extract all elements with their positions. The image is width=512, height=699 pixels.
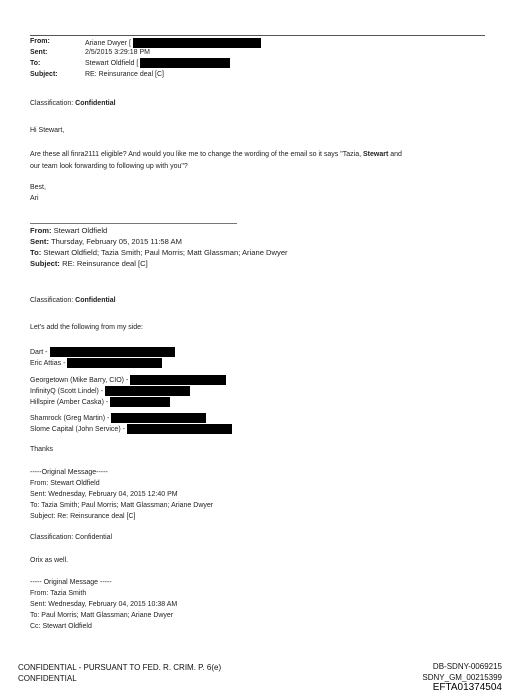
signature: Ari (30, 195, 39, 202)
list-item-label: Dart - (30, 348, 48, 356)
thanks: Thanks (30, 446, 53, 453)
body-line-1 (30, 151, 402, 158)
list-intro: Let's add the following from my side: (30, 324, 144, 331)
reply-from-label: From: (30, 226, 52, 235)
list-item-label: Shamrock (Greg Martin) - (30, 414, 110, 422)
body-text-bold: Stewart (362, 151, 389, 158)
classification-line (30, 100, 116, 107)
from-value (85, 38, 261, 48)
to-value (85, 58, 230, 68)
orig-subject: Subject: Re: Reinsurance deal [C] (30, 513, 136, 520)
classification-value: Confidential (75, 100, 116, 107)
redaction-bar (111, 413, 206, 423)
closing: Best, (30, 184, 46, 191)
reply-sent-value: Thursday, February 05, 2015 11:58 AM (48, 237, 182, 246)
orig-to: To: Paul Morris; Matt Glassman; Ariane Dwyer (30, 612, 174, 619)
sent-label: Sent: (30, 49, 48, 56)
reply-subject-value: RE: Reinsurance deal [C] (59, 259, 148, 268)
body-text: Are these all finra2111 eligible? And would you like me to change the wording of the email so it says "Tazia, (30, 151, 363, 158)
list-item-label: Eric Attias - (30, 359, 66, 367)
list-item (30, 375, 226, 385)
reply-subject (30, 259, 148, 268)
classification-line (30, 297, 116, 304)
reply-from-value: Stewart Oldfield (51, 226, 108, 235)
subject-label: Subject: (30, 71, 58, 78)
orig-cc: Cc: Stewart Oldfield (30, 623, 92, 630)
list-item (30, 413, 206, 423)
reply-subject-label: Subject: (30, 259, 60, 268)
header-top-rule (30, 35, 485, 36)
reply-to-label: To: (30, 248, 42, 257)
sent-value: 2/5/2015 3:29:18 PM (85, 49, 150, 56)
classification-value: Confidential (75, 297, 116, 304)
list-item (30, 424, 232, 434)
list-item (30, 347, 175, 357)
list-item-label: InfinityQ (Scott Lindel) - (30, 387, 104, 395)
redaction-bar (105, 386, 190, 396)
orig-sent: Sent: Wednesday, February 04, 2015 12:40 PM (30, 491, 178, 498)
list-item (30, 386, 190, 396)
footer-confidential: CONFIDENTIAL (18, 674, 77, 683)
footer-efta-number: EFTA01374504 (432, 682, 502, 693)
list-item-label: Hillspire (Amber Caska) - (30, 398, 109, 406)
orig-body: Orix as well. (30, 557, 69, 564)
body-line-2: our team look forwarding to following up with you"? (30, 163, 188, 170)
classification-label: Classification: (30, 297, 74, 304)
redaction-bar (110, 397, 170, 407)
orig-from: From: Tazia Smith (30, 590, 87, 597)
footer-confidential-notice: CONFIDENTIAL - PURSUANT TO FED. R. CRIM. P. 6(e) (18, 663, 222, 672)
reply-to-value: Stewart Oldfield; Tazia Smith; Paul Morris; Matt Glassman; Ariane Dwyer (41, 248, 288, 257)
reply-to (30, 248, 288, 257)
footer-bates-2: SDNY_GM_00215399 (422, 673, 502, 682)
orig-to: To: Tazia Smith; Paul Morris; Matt Glassman; Ariane Dwyer (30, 502, 214, 509)
subject-value: RE: Reinsurance deal [C] (85, 71, 164, 78)
reply-from (30, 226, 107, 235)
classification-label: Classification: (30, 100, 74, 107)
greeting: Hi Stewart, (30, 127, 65, 134)
list-item (30, 358, 162, 368)
redaction-bar (50, 347, 175, 357)
orig-from: From: Stewart Oldfield (30, 480, 100, 487)
body-text: and (388, 151, 402, 158)
redaction-bar (133, 38, 261, 48)
reply-sent-label: Sent: (30, 237, 49, 246)
footer-bates-1: DB-SDNY-0069215 (432, 662, 502, 671)
original-message-marker: ----- Original Message ----- (30, 579, 112, 586)
list-item (30, 397, 170, 407)
list-item-label: Georgetown (Mike Barry, CIO) - (30, 376, 129, 384)
orig-classification: Classification: Confidential (30, 534, 113, 541)
reply-sent (30, 237, 182, 246)
to-label: To: (30, 60, 41, 67)
list-item-label: Slome Capital (John Service) - (30, 425, 125, 433)
from-value-text: Ariane Dwyer [ (85, 39, 131, 47)
reply-separator (30, 223, 237, 224)
from-label: From: (30, 38, 50, 45)
redaction-bar (140, 58, 230, 68)
original-message-marker: -----Original Message----- (30, 469, 108, 476)
orig-sent: Sent: Wednesday, February 04, 2015 10:38 AM (30, 601, 178, 608)
redaction-bar (130, 375, 226, 385)
redaction-bar (67, 358, 162, 368)
redaction-bar (127, 424, 232, 434)
to-value-text: Stewart Oldfield [ (85, 59, 139, 67)
